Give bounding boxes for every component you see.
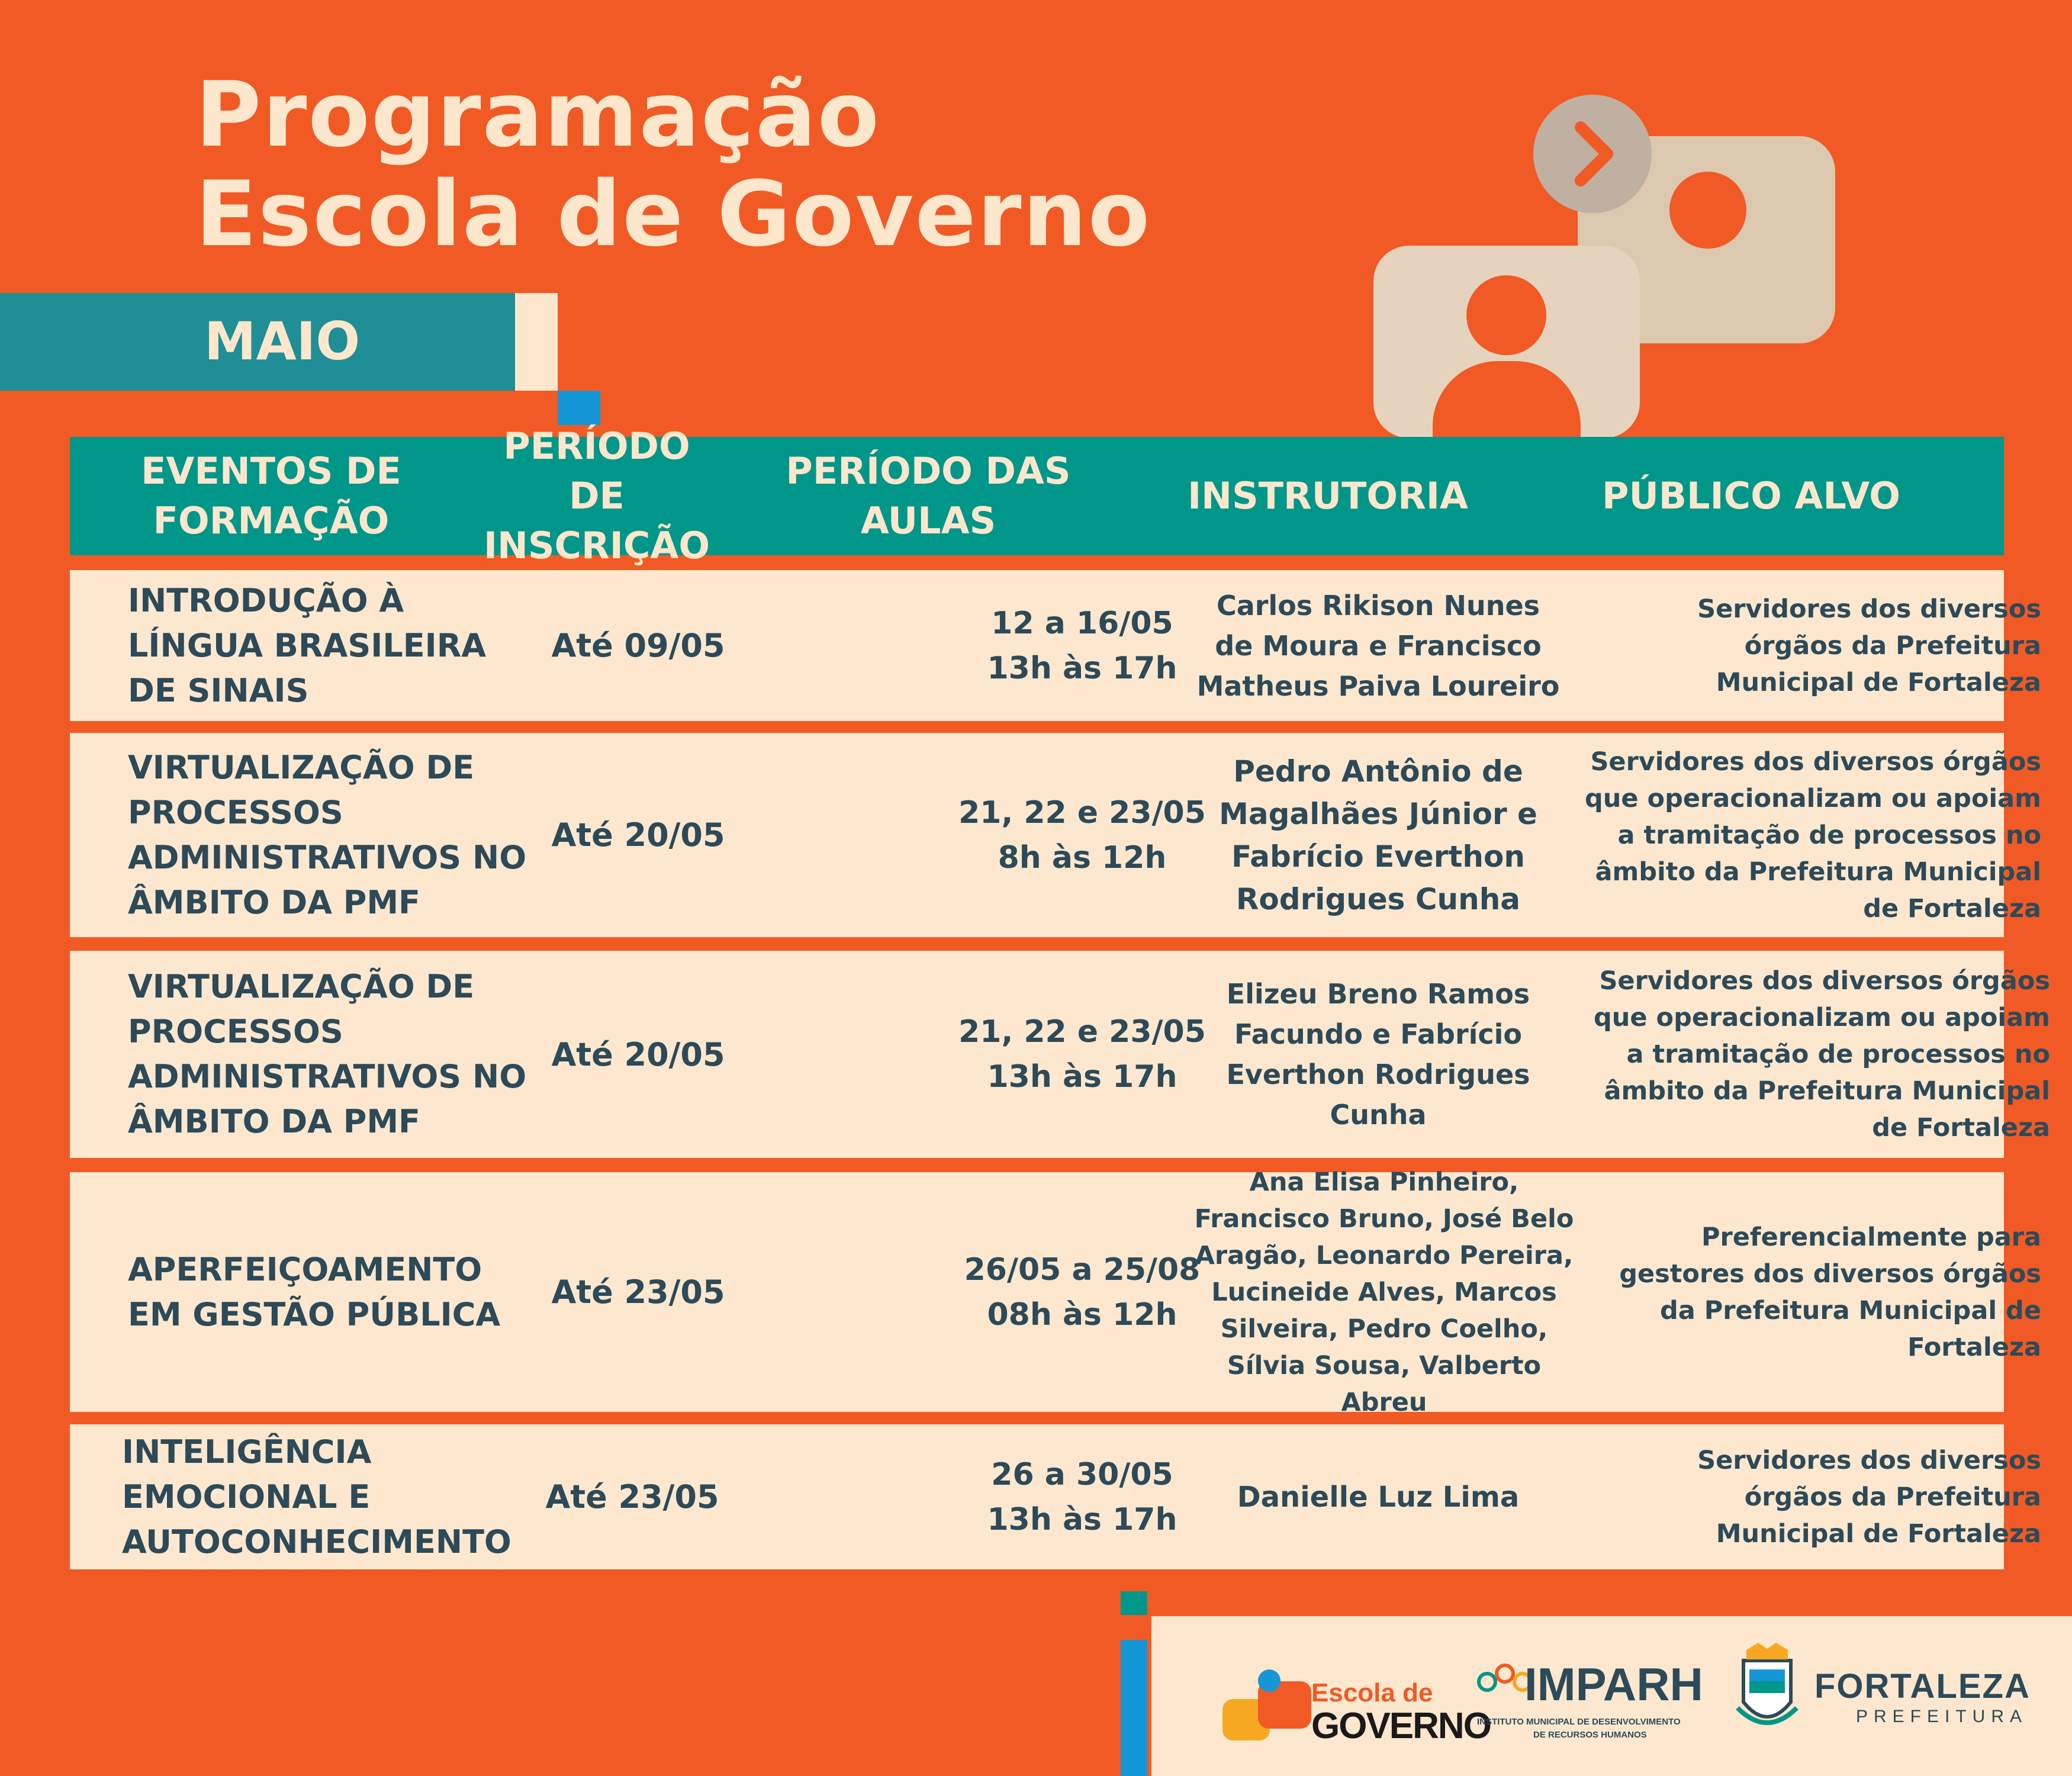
footer-accent-blue [1121, 1640, 1147, 1776]
row-publico: Servidores dos diversos órgãos que operacionalizam ou apoiam a tramitação de processos no âmbito da Prefeitura Municipal de Fortaleza [1585, 747, 2041, 924]
row-evento: INTELIGÊNCIA EMOCIONAL E AUTOCONHECIMENTO [122, 1433, 511, 1561]
imparh-name: IMPARH [1524, 1658, 1703, 1710]
table-row [70, 1424, 2041, 1569]
escola-governo-logo [1222, 1646, 1491, 1752]
page-title [195, 62, 1151, 266]
people-chat-illustration [1362, 89, 1847, 438]
imparh-subtitle-2: DE RECURSOS HUMANOS [1533, 1730, 1647, 1740]
row-inscricao: Até 20/05 [551, 816, 725, 854]
row-evento: INTRODUÇÃO À LÍNGUA BRASILEIRA DE SINAIS [128, 581, 487, 709]
row-instrutoria: Pedro Antônio de Magalhães Júnior e Fabrício Everthon Rodrigues Cunha [1219, 754, 1537, 916]
row-inscricao: Até 23/05 [545, 1478, 719, 1516]
header-inscricao: PERÍODO DE INSCRIÇÃO [483, 424, 710, 567]
row-instrutoria: Danielle Luz Lima [1237, 1480, 1520, 1514]
title-line-2: Escola de Governo [195, 162, 1151, 266]
row-aulas-data: 21, 22 e 23/05 [958, 794, 1206, 831]
row-publico: Preferencialmente para gestores dos diversos órgãos da Prefeitura Municipal de Fortaleza [1619, 1222, 2041, 1362]
title-line-1: Programação [195, 62, 881, 167]
fortaleza-sub: PREFEITURA [1856, 1707, 2028, 1726]
row-instrutoria: Elizeu Breno Ramos Facundo e Fabrício Everthon Rodrigues Cunha [1226, 978, 1530, 1131]
row-publico: Servidores dos diversos órgãos que operacionalizam ou apoiam a tramitação de processos no âmbito da Prefeitura Municipal de Fortaleza [1594, 966, 2050, 1143]
row-aulas-data: 12 a 16/05 [991, 605, 1173, 641]
row-aulas-hora: 13h às 17h [987, 1059, 1177, 1095]
chevron-right-icon [1533, 95, 1652, 213]
month-square-accent [558, 391, 600, 425]
imparh-people-icon [1477, 1664, 1530, 1711]
imparh-subtitle-1: INSTITUTO MUNICIPAL DE DESENVOLVIMENTO [1477, 1717, 1681, 1727]
row-aulas-data: 26/05 a 25/08 [964, 1251, 1201, 1288]
people-icon [1222, 1681, 1311, 1740]
row-evento: VIRTUALIZAÇÃO DE PROCESSOS ADMINISTRATIVOS NO ÂMBITO DA PMF [128, 968, 527, 1140]
footer-accent-teal [1121, 1591, 1147, 1615]
row-publico: Servidores dos diversos órgãos da Prefeitura Municipal de Fortaleza [1697, 1445, 2041, 1549]
table-header [70, 424, 2004, 567]
table-row [70, 733, 2041, 937]
header-eventos: EVENTOS DE FORMAÇÃO [141, 449, 401, 542]
row-aulas-hora: 13h às 17h [987, 1501, 1177, 1537]
fortaleza-prefeitura-logo [1732, 1637, 2063, 1755]
row-inscricao: Até 23/05 [551, 1273, 725, 1311]
person-head-back [1669, 172, 1746, 249]
row-publico: Servidores dos diversos órgãos da Prefeitura Municipal de Fortaleza [1697, 594, 2041, 697]
escola-line1: Escola de [1311, 1678, 1433, 1707]
header-instrutoria: INSTRUTORIA [1188, 474, 1468, 517]
row-instrutoria: Carlos Rikison Nunes de Moura e Francisco Matheus Paiva Loureiro [1196, 589, 1560, 702]
row-aulas-hora: 8h às 12h [998, 839, 1167, 876]
row-inscricao: Até 09/05 [551, 627, 725, 664]
table-row [70, 570, 2041, 721]
row-aulas-data: 21, 22 e 23/05 [958, 1014, 1206, 1050]
footer-logos [1151, 1616, 2072, 1776]
imparh-logo [1477, 1652, 1714, 1758]
row-aulas-data: 26 a 30/05 [991, 1456, 1173, 1492]
schedule-table [70, 424, 2050, 1561]
row-aulas-hora: 08h às 12h [987, 1296, 1177, 1333]
month-bar-accent [515, 293, 558, 391]
table-row [70, 951, 2050, 1158]
row-evento: APERFEIÇOAMENTO EM GESTÃO PÚBLICA [128, 1250, 501, 1333]
fortaleza-name: FORTALEZA [1814, 1667, 2031, 1706]
escola-line2: GOVERNO [1311, 1706, 1491, 1746]
row-instrutoria: Ana Elisa Pinheiro, Francisco Bruno, José Belo Aragão, Leonardo Pereira, Lucineide Alves, Marcos Silveira, Pedro Coelho, Sílvia Sousa, Valberto Abreu [1194, 1167, 1574, 1417]
person-head-front [1466, 275, 1546, 355]
row-evento: VIRTUALIZAÇÃO DE PROCESSOS ADMINISTRATIVOS NO ÂMBITO DA PMF [128, 748, 527, 921]
table-row [70, 1167, 2041, 1417]
city-crest-icon [1732, 1643, 1803, 1738]
month-label: MAIO [204, 311, 361, 372]
row-aulas-hora: 13h às 17h [987, 650, 1177, 686]
header-publico: PÚBLICO ALVO [1602, 474, 1900, 517]
header-aulas: PERÍODO DAS AULAS [786, 449, 1071, 542]
row-inscricao: Até 20/05 [551, 1035, 725, 1073]
